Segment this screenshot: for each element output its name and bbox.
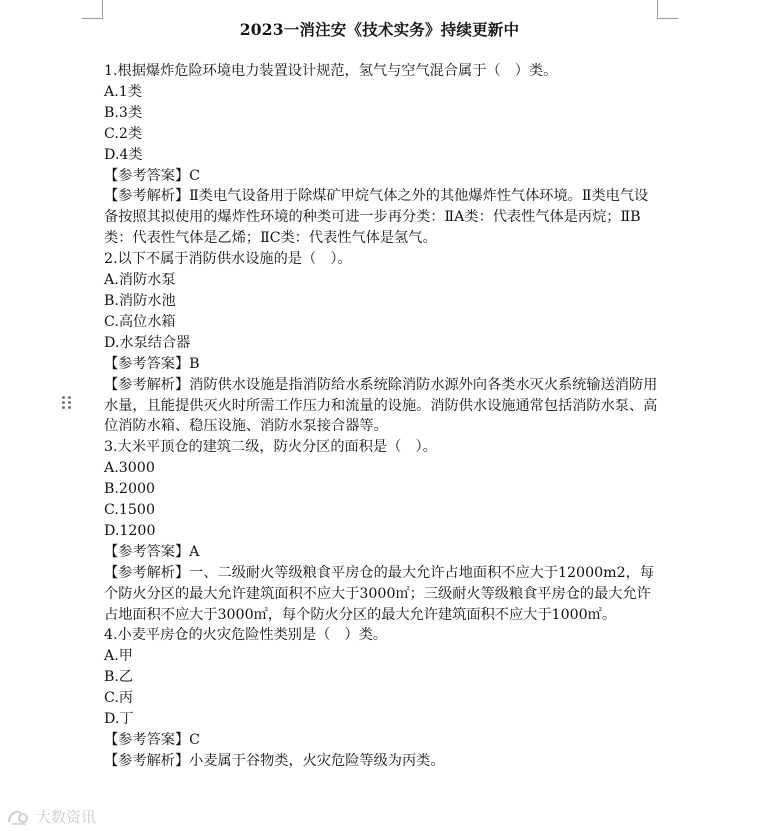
watermark — [6, 806, 96, 827]
answer-3: 【参考答案】A — [104, 543, 200, 560]
option-b: B.2000 — [104, 481, 156, 498]
document-body — [104, 61, 660, 772]
analysis-1: 【参考解析】Ⅱ类电气设备用于除煤矿甲烷气体之外的其他爆炸性气体环境。Ⅱ类电气设备按照其拟使用的爆炸性环境的种类可进一步再分类：ⅡA类：代表性气体是丙烷；ⅡB类：代表性气体是乙烯；ⅡC类：代表性气体是氢气。 — [104, 188, 649, 247]
question-1: 1.根据爆炸危险环境电力装置设计规范，氢气与空气混合属于（ ）类。 — [104, 63, 558, 79]
page-corner-mark-top-right — [657, 0, 678, 19]
page-corner-mark-top-left — [82, 0, 103, 19]
option-d: D.4类 — [104, 146, 143, 163]
document-title: 2023一消注安《技术实务》持续更新中 — [239, 20, 520, 39]
question-3: 3.大米平顶仓的建筑二级，防火分区的面积是（ ）。 — [104, 439, 437, 456]
option-b: B.消防水池 — [104, 292, 176, 309]
option-a: A.1类 — [104, 83, 142, 100]
option-a: A.3000 — [104, 460, 155, 477]
drag-handle-icon[interactable] — [62, 396, 72, 412]
option-c: C.丙 — [104, 690, 134, 707]
analysis-2: 【参考解析】消防供水设施是指消防给水系统除消防水源外向各类水灭火系统输送消防用水量，且能提供灭火时所需工作压力和流量的设施。消防供水设施通常包括消防水泵、高位消防水箱、稳压设施、消防水泵接合器等。 — [104, 376, 658, 435]
answer-2: 【参考答案】B — [104, 355, 200, 372]
question-4: 4.小麦平房仓的火灾危险性类别是（ ）类。 — [104, 627, 388, 644]
watermark-logo-icon — [6, 808, 30, 826]
analysis-4: 【参考解析】小麦属于谷物类，火灾危险等级为丙类。 — [104, 752, 445, 769]
option-b: B.乙 — [104, 669, 134, 686]
analysis-3: 【参考解析】一、二级耐火等级粮食平房仓的最大允许占地面积不应大于12000m2，每个防火分区的最大允许建筑面积不应大于3000㎡；三级耐火等级粮食平房仓的最大允许占地面积不应大于3000㎡，每个防火分区的最大允许建筑面积不应大于1000㎡。 — [104, 564, 654, 623]
option-b: B.3类 — [104, 104, 143, 121]
answer-1: 【参考答案】C — [104, 167, 200, 184]
watermark-text: 大数资讯 — [36, 808, 97, 826]
option-d: D.丁 — [104, 711, 134, 728]
option-d: D.1200 — [104, 522, 156, 539]
answer-4: 【参考答案】C — [104, 732, 200, 748]
question-2: 2.以下不属于消防供水设施的是（ ）。 — [104, 251, 352, 268]
option-a: A.甲 — [104, 648, 133, 665]
option-d: D.水泵结合器 — [104, 334, 191, 351]
option-c: C.1500 — [104, 502, 155, 519]
option-c: C.高位水箱 — [104, 313, 176, 330]
option-a: A.消防水泵 — [104, 272, 176, 289]
option-c: C.2类 — [104, 125, 143, 142]
